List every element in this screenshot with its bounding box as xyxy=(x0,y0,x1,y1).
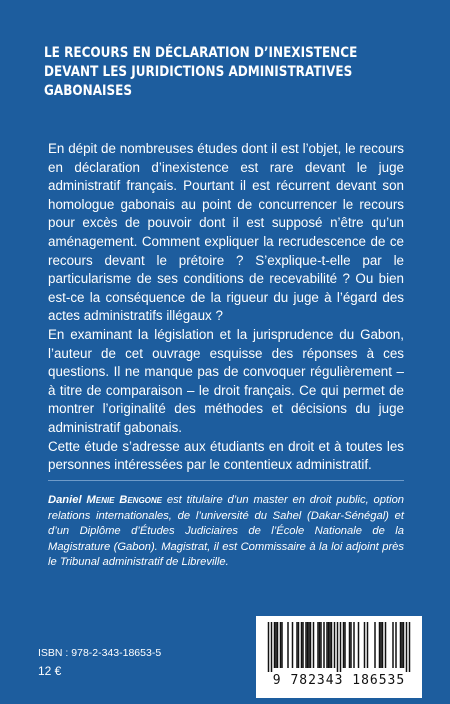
barcode-bar xyxy=(395,622,397,668)
barcode-bar xyxy=(367,622,369,668)
barcode-bar xyxy=(281,622,283,668)
barcode-bar xyxy=(340,622,342,672)
title-line-1: LE RECOURS EN DÉCLARATION D’INEXISTENCE xyxy=(44,45,358,61)
barcode-bar xyxy=(382,622,384,668)
barcode-bar xyxy=(400,622,402,668)
blurb-paragraph-3: Cette étude s’adresse aux étudiants en droit et à toutes les personnes intéressées par le contentieux administratif. xyxy=(48,438,404,473)
price: 12 € xyxy=(38,664,62,678)
barcode-bar xyxy=(319,622,321,668)
author-surname-2: Bengone xyxy=(119,494,163,506)
isbn: ISBN : 978-2-343-18653-5 xyxy=(38,647,162,659)
barcode-bar xyxy=(337,622,339,672)
title-line-2: DEVANT LES JURIDICTIONS ADMINISTRATIVES xyxy=(44,64,353,80)
barcode-digits: 9 782343 186535 xyxy=(272,673,406,688)
author-bio-text: est titulaire d’un master en droit public, option relations internationales, de l’université du Sahel (Dakar-Sénégal) et d’un Diplôme d’Études Judiciaires de l’École Nationale de la Magistrature (Gabon). Magistrat, il est Commissaire à la loi adjoint près le Tribunal administratif de Libreville. xyxy=(48,494,405,569)
barcode-bar xyxy=(313,622,315,668)
barcode-bar xyxy=(343,622,345,668)
barcode-bar xyxy=(353,622,355,668)
barcode-bar xyxy=(323,622,325,668)
barcode-bar xyxy=(326,622,328,668)
barcode-bar xyxy=(374,622,376,668)
barcode-bar xyxy=(292,622,294,668)
barcode-bar xyxy=(409,622,411,672)
blurb-paragraph-2: En examinant la législation et la jurisprudence du Gabon, l’auteur de cet ouvrage esquisse des réponses à ces questions. Il ne manque pas de convoquer régulièrement – à titre de comparaison – le droit français. Ce qui permet de montrer l’originalité des méthodes et décisions du juge administratif gabonais. xyxy=(48,326,404,435)
barcode-bar xyxy=(350,622,352,668)
author-bio xyxy=(48,493,404,571)
barcode-bar xyxy=(317,622,319,668)
barcode-bar xyxy=(275,622,277,668)
blurb-paragraph-1: En dépit de nombreuses études dont il est l’objet, le recours en déclaration d’inexistence est rare devant le juge administratif français. Pourtant il est récurrent devant son homologue gabonais au point de concurrencer le recours pour excès de pouvoir dont il est supposé n’être qu’un aménagement. Comment expliquer la recrudescence de ce recours devant le prétoire ? S’explique-t-elle par le particularisme de ses conditions de recevabilité ? Ou bien est-ce la conséquence de la rigueur du juge à l’égard des actes administratifs illégaux ? xyxy=(48,141,404,324)
book-title xyxy=(44,44,371,101)
barcode-bar xyxy=(307,622,309,668)
barcode-bar xyxy=(401,622,403,668)
barcode-bar xyxy=(302,622,304,668)
barcode-bar xyxy=(320,622,322,668)
barcode-bar xyxy=(277,622,279,668)
author-surname-1: Menie xyxy=(86,494,115,506)
barcode-bar xyxy=(331,622,333,668)
barcode-bar xyxy=(364,622,366,668)
barcode-bar xyxy=(287,622,289,668)
author-first-name: Daniel xyxy=(48,494,82,506)
barcode xyxy=(256,616,422,698)
barcode-bar xyxy=(301,622,303,668)
barcode-bar xyxy=(296,622,298,668)
barcode-bar xyxy=(344,622,346,668)
barcode-bar xyxy=(271,622,273,672)
divider xyxy=(48,480,404,481)
barcode-bar xyxy=(349,622,351,668)
barcode-bars xyxy=(262,622,416,672)
barcode-bar xyxy=(268,622,270,672)
barcode-bar xyxy=(358,622,360,668)
barcode-bar xyxy=(329,622,331,668)
barcode-bar xyxy=(280,622,282,668)
barcode-bar xyxy=(392,622,394,668)
barcode-bar xyxy=(380,622,382,668)
barcode-bar xyxy=(334,622,336,668)
barcode-bar xyxy=(385,622,387,668)
barcode-bar xyxy=(305,622,307,668)
barcode-bar xyxy=(328,622,330,668)
barcode-bar xyxy=(308,622,310,668)
barcode-bar xyxy=(379,622,381,668)
barcode-bar xyxy=(310,622,312,668)
barcode-bar xyxy=(403,622,405,668)
author-name xyxy=(48,494,162,506)
barcode-bar xyxy=(298,622,300,668)
barcode-bar xyxy=(406,622,408,672)
title-line-3: GABONAISES xyxy=(44,83,133,99)
barcode-bar xyxy=(274,622,276,668)
blurb xyxy=(48,140,404,475)
